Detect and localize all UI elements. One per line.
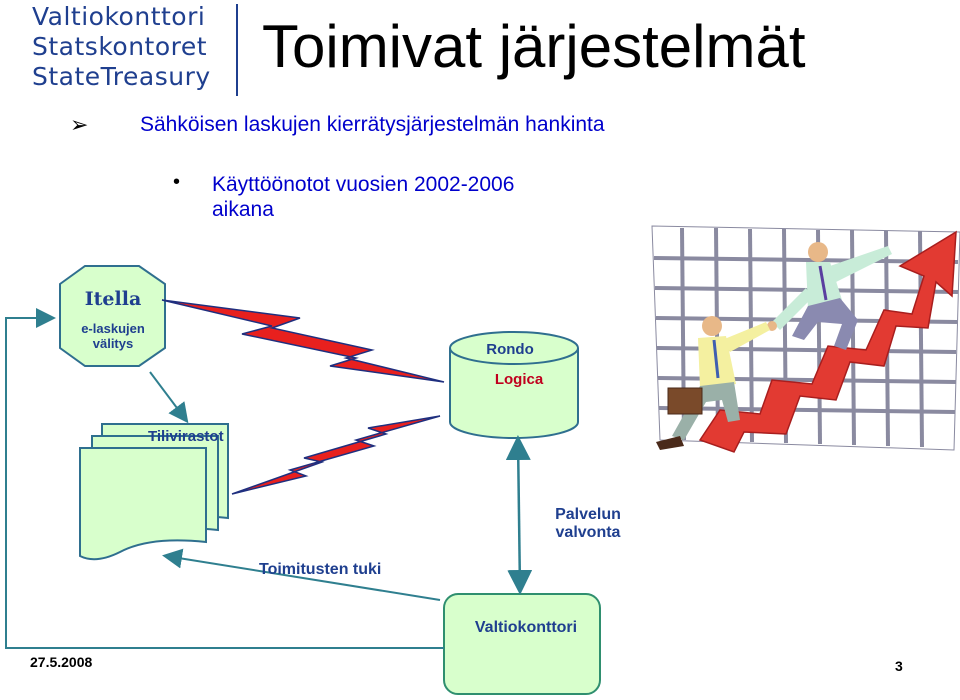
itella-title: Itella — [84, 288, 142, 310]
bullet-1: Sähköisen laskujen kierrätysjärjestelmän hankinta — [140, 113, 605, 136]
logica-label: Logica — [494, 371, 544, 388]
business-climb-illustration — [652, 226, 960, 452]
logo-line-3: StateTreasury — [32, 62, 211, 91]
logo-line-2: Statskontoret — [32, 32, 208, 61]
chevron-right-icon: ➢ — [70, 112, 89, 137]
footer-date: 27.5.2008 — [30, 654, 93, 670]
tilivirastot-label: Tilivirastot — [148, 428, 224, 445]
page-number: 3 — [895, 658, 903, 674]
palvelun-valvonta-label: Palvelun valvonta — [555, 506, 621, 541]
itella-octagon — [60, 266, 165, 366]
bullet-2: Käyttöönotot vuosien 2002-2006 aikana — [212, 173, 515, 221]
lightning-bolt-2 — [232, 416, 440, 494]
page-title: Toimivat järjestelmät — [262, 13, 806, 80]
itella-subtitle: e-laskujen välitys — [81, 321, 145, 351]
rondo-label: Rondo — [486, 341, 534, 358]
bullet-dot-icon: • — [173, 171, 181, 193]
toimitusten-tuki-label: Toimitusten tuki — [259, 561, 382, 578]
logo-line-1: Valtiokonttori — [32, 2, 206, 31]
valtiokonttori-label: Valtiokonttori — [474, 619, 578, 636]
lightning-bolt-1 — [162, 300, 444, 382]
valtiokonttori-box — [444, 594, 600, 694]
